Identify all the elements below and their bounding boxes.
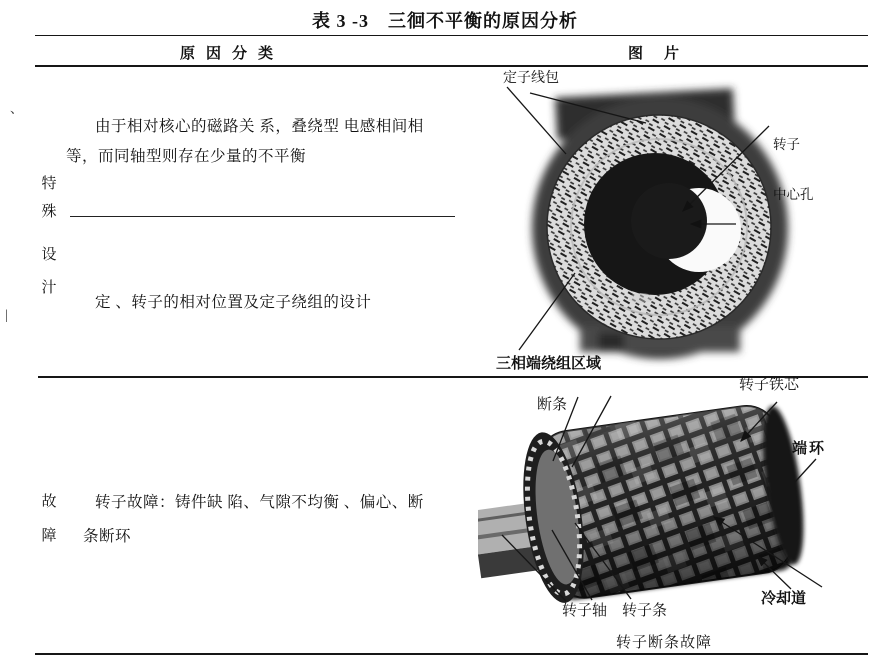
row1-paragraph2: 定 、转子的相对位置及定子绕组的设计 — [95, 294, 372, 311]
end-ring-label: 端环 — [792, 441, 827, 457]
row1-paragraph1-line1: 由于相对核心的磁路关 系，叠绕型 电感相间相 — [95, 118, 424, 135]
rotor-center-hole-label-line1: 转子 — [773, 136, 800, 152]
bore-speck — [629, 293, 653, 303]
rotor-photo-caption: 转子断条故障 — [616, 635, 713, 651]
column-header-picture: 图片 — [628, 46, 701, 62]
rotor-body-group — [478, 398, 812, 614]
cooling-duct-label: 冷却道 — [761, 591, 807, 607]
rotor-core-label: 转子铁芯 — [739, 377, 800, 393]
table-top-rule — [35, 35, 868, 36]
row2-text-line1: 转子故障：铸件缺 陷、气隙不均衡 、偏心、断 — [95, 494, 424, 511]
row1-category-char-2: 殊 — [41, 204, 57, 220]
rotor-bar-label: 转子条 — [622, 603, 668, 619]
row1-category-char-4: 汁 — [41, 280, 57, 296]
row1-category-char-3: 设 — [41, 247, 57, 263]
row1-paragraph1-line2: 等，而同轴型则存在少量的不平衡 — [66, 148, 307, 165]
blank-underline — [70, 216, 455, 217]
row2-category-char-2: 障 — [41, 528, 57, 544]
row2-text-line2: 条断环 — [83, 528, 132, 545]
row2-category-char-1: 故 — [41, 494, 57, 510]
bore-shadow-overlay — [631, 183, 707, 259]
rotor-shaft-label: 转子轴 — [562, 603, 608, 619]
row1-category-char-1: 特 — [41, 176, 57, 192]
broken-bar-label: 断条 — [537, 397, 568, 413]
rotor-center-hole-label-line2: 中心孔 — [773, 187, 814, 203]
stator-winding-label: 定子线包 — [503, 71, 559, 86]
rotor-photo — [478, 388, 890, 654]
column-header-cause: 原因分类 — [180, 46, 285, 62]
end-winding-region-label: 三相端绕组区域 — [496, 356, 602, 372]
stator-photo — [480, 66, 890, 378]
margin-mark-dun: 、 — [10, 101, 24, 116]
table-title: 表 3 -3 三徊不平衡的原因分析 — [312, 11, 578, 31]
margin-mark-bar: | — [5, 308, 8, 323]
rotor-center-hole-label — [773, 103, 814, 238]
